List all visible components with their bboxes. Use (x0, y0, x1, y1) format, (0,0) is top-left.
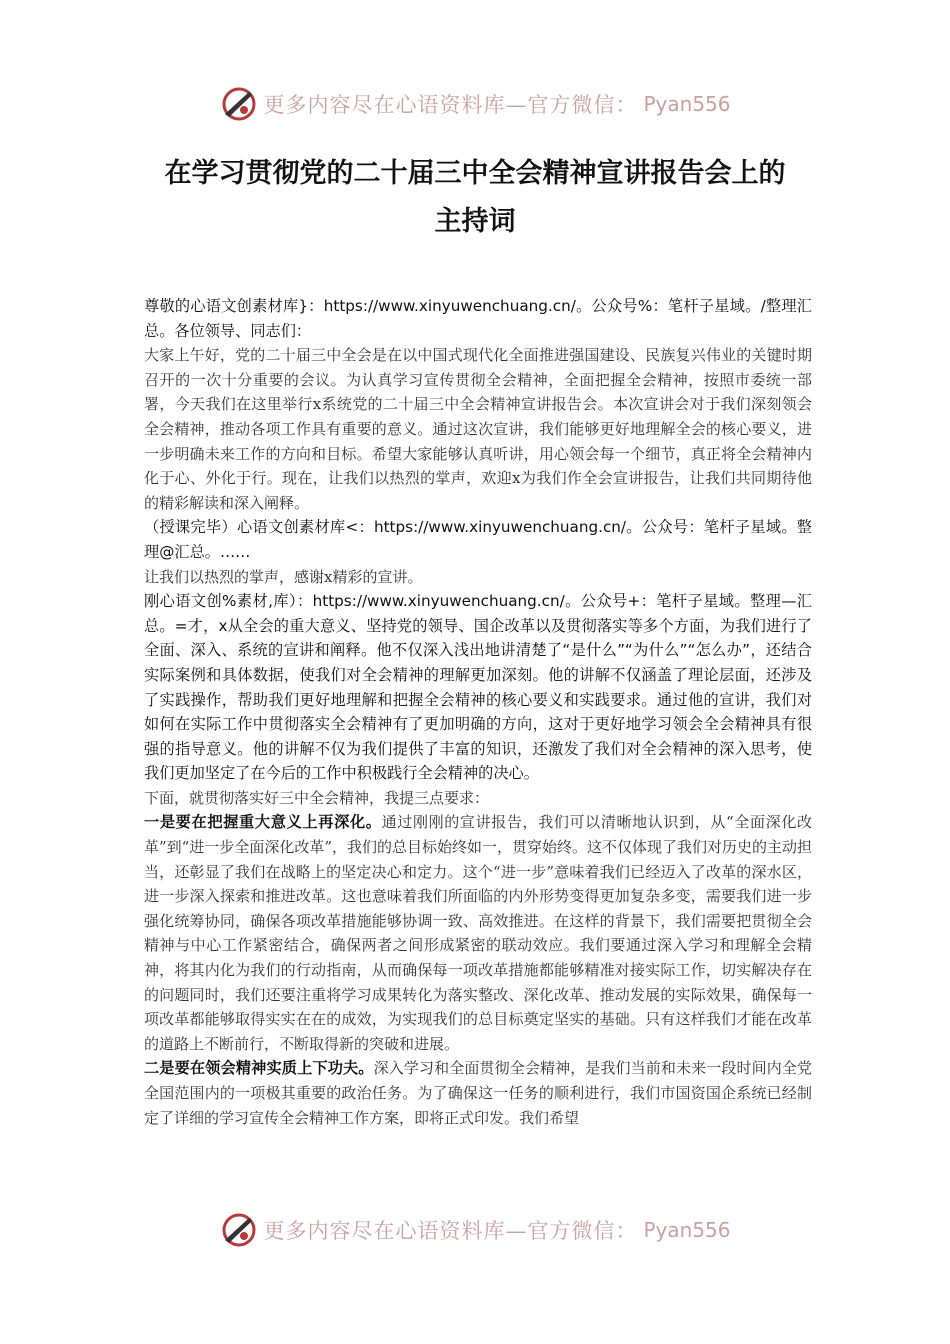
requirement-1-heading: 一是要在把握重大意义上再深化。 (144, 813, 382, 832)
paragraph-requirements-intro: 下面，就贯彻落实好三中全会精神，我提三点要求： (144, 788, 490, 807)
paragraph-after-lecture: （授课完毕）心语文创素材库<：https://www.xinyuwenchuang.cn/。公众号：笔杆子星域。整理@汇总。…… (144, 518, 812, 561)
paragraph-thanks: 让我们以热烈的掌声，感谢x精彩的宣讲。 (144, 567, 423, 586)
paragraph-summary: 刚心语文创%素材,库）：https://www.xinyuwenchuang.cn/。公众号+：笔杆子星域。整理—汇总。=才，x从全会的重大意义、坚持党的领导、国企改革以及贯彻落实等多个方面，为我们进行了全面、深入、系统的宣讲和阐释。他不仅深入浅出地讲清楚了“是什么”“为什么”“怎么办”，还结合实际案例和具体数据，使我们对全会精神的理解更加深刻。他的讲解不仅涵盖了理论层面，还涉及了实践操作，帮助我们更好地理解和把握全会精神的核心要义和实践要求。通过他的宣讲，我们对如何在实际工作中贯彻落实全会精神有了更加明确的方向，这对于更好地学习领会全会精神具有很强的指导意义。他的讲解不仅为我们提供了丰富的知识，还激发了我们对全会精神的深入思考，使我们更加坚定了在今后的工作中积极践行全会精神的决心。 (144, 592, 812, 783)
header-banner (0, 82, 950, 126)
paragraph-requirement-2 (144, 1056, 812, 1130)
title-line-2: 主持词 (434, 206, 516, 237)
paragraph-greeting: 尊敬的心语文创素材库}：https://www.xinyuwenchuang.cn/。公众号%：笔杆子星域。/整理汇总。各位领导、同志们： (144, 297, 812, 340)
document-body (144, 294, 812, 1130)
requirement-2-heading: 二是要在领会精神实质上下功夫。 (144, 1059, 374, 1078)
title-line-1: 在学习贯彻党的二十届三中全会精神宣讲报告会上的 (164, 158, 786, 189)
banner-handle: Pyan556 (643, 1218, 731, 1242)
banner-text: 更多内容尽在心语资料库—官方微信： (263, 1219, 638, 1243)
document-title (60, 150, 890, 246)
requirement-2-text: 深入学习和全面贯彻全会精神，是我们当前和未来一段时间内全党全国范围内的一项极其重要的政治任务。为了确保这一任务的顺利进行，我们市国资国企系统已经制定了详细的学习宣传全会精神工作方案，即将正式印发。我们希望 (144, 1059, 812, 1127)
logo-icon (219, 1210, 259, 1250)
logo-icon (219, 84, 259, 124)
footer-banner (0, 1208, 950, 1252)
banner-text: 更多内容尽在心语资料库—官方微信： (263, 93, 638, 117)
banner-handle: Pyan556 (643, 92, 731, 116)
requirement-1-text: 通过刚刚的宣讲报告，我们可以清晰地认识到，从“全面深化改革”到“进一步全面深化改革”，我们的总目标始终如一，贯穿始终。这不仅体现了我们对历史的主动担当，还彰显了我们在战略上的坚定决心和定力。这个“进一步”意味着我们已经迈入了改革的深水区，进一步深入探索和推进改革。这也意味着我们所面临的内外形势变得更加复杂多变，需要我们进一步强化统筹协同，确保各项改革措施能够协调一致、高效推进。在这样的背景下，我们需要把贯彻全会精神与中心工作紧密结合，确保两者之间形成紧密的联动效应。我们要通过深入学习和理解全会精神，将其内化为我们的行动指南，从而确保每一项改革措施都能够精准对接实际工作，切实解决存在的问题同时，我们还要注重将学习成果转化为落实整改、深化改革、推动发展的实际效果，确保每一项改革都能够取得实实在在的成效，为实现我们的总目标奠定坚实的基础。只有这样我们才能在改革的道路上不断前行，不断取得新的突破和进展。 (144, 813, 813, 1053)
paragraph-requirement-1 (144, 810, 812, 1056)
paragraph-opening: 大家上午好，党的二十届三中全会是在以中国式现代化全面推进强国建设、民族复兴伟业的关键时期召开的一次十分重要的会议。为认真学习宣传贯彻全会精神，全面把握全会精神，按照市委统一部署，今天我们在这里举行x系统党的二十届三中全会精神宣讲报告会。本次宣讲会对于我们深刻领会全会精神，推动各项工作具有重要的意义。通过这次宣讲，我们能够更好地理解全会的核心要义，进一步明确未来工作的方向和目标。希望大家能够认真听讲，用心领会每一个细节，真正将全会精神内化于心、外化于行。现在，让我们以热烈的掌声，欢迎x为我们作全会宣讲报告，让我们共同期待他的精彩解读和深入阐释。 (144, 346, 812, 512)
